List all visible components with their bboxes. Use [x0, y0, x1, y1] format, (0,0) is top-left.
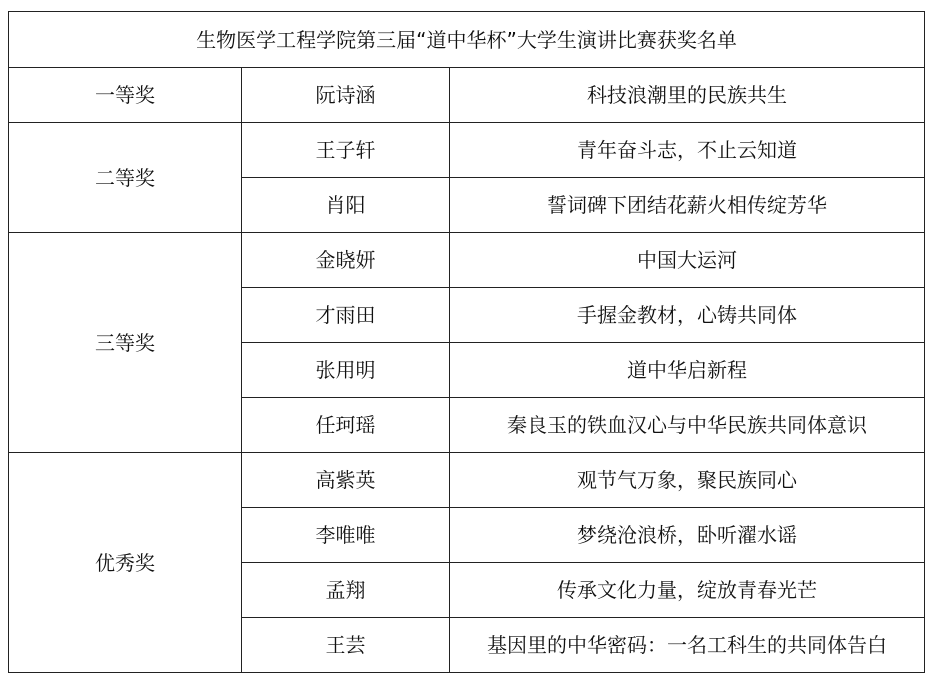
winner-name-cell: 王芸 — [242, 618, 450, 673]
award-level-cell: 三等奖 — [9, 233, 242, 453]
speech-topic-cell: 手握金教材，心铸共同体 — [450, 288, 925, 343]
speech-topic-cell: 科技浪潮里的民族共生 — [450, 68, 925, 123]
speech-topic-cell: 道中华启新程 — [450, 343, 925, 398]
award-level-cell: 优秀奖 — [9, 453, 242, 673]
table-title: 生物医学工程学院第三届“道中华杯”大学生演讲比赛获奖名单 — [9, 12, 925, 68]
table-row — [9, 123, 925, 178]
table-row — [9, 453, 925, 508]
winner-name-cell: 才雨田 — [242, 288, 450, 343]
speech-topic-cell: 梦绕沧浪桥，卧听濯水谣 — [450, 508, 925, 563]
winner-name-cell: 金晓妍 — [242, 233, 450, 288]
winner-name-cell: 肖阳 — [242, 178, 450, 233]
award-table-body — [9, 12, 925, 673]
winner-name-cell: 张用明 — [242, 343, 450, 398]
award-list-document — [8, 11, 925, 673]
table-row — [9, 233, 925, 288]
winner-name-cell: 任珂瑶 — [242, 398, 450, 453]
table-title-row — [9, 12, 925, 68]
winner-name-cell: 阮诗涵 — [242, 68, 450, 123]
speech-topic-cell: 誓词碑下团结花薪火相传绽芳华 — [450, 178, 925, 233]
speech-topic-cell: 传承文化力量，绽放青春光芒 — [450, 563, 925, 618]
winner-name-cell: 李唯唯 — [242, 508, 450, 563]
speech-topic-cell: 观节气万象，聚民族同心 — [450, 453, 925, 508]
table-row — [9, 68, 925, 123]
winner-name-cell: 王子轩 — [242, 123, 450, 178]
winner-name-cell: 高紫英 — [242, 453, 450, 508]
speech-topic-cell: 秦良玉的铁血汉心与中华民族共同体意识 — [450, 398, 925, 453]
speech-topic-cell: 中国大运河 — [450, 233, 925, 288]
speech-topic-cell: 青年奋斗志，不止云知道 — [450, 123, 925, 178]
award-list-table — [8, 11, 925, 673]
speech-topic-cell: 基因里的中华密码：一名工科生的共同体告白 — [450, 618, 925, 673]
award-level-cell: 二等奖 — [9, 123, 242, 233]
award-level-cell: 一等奖 — [9, 68, 242, 123]
winner-name-cell: 孟翔 — [242, 563, 450, 618]
